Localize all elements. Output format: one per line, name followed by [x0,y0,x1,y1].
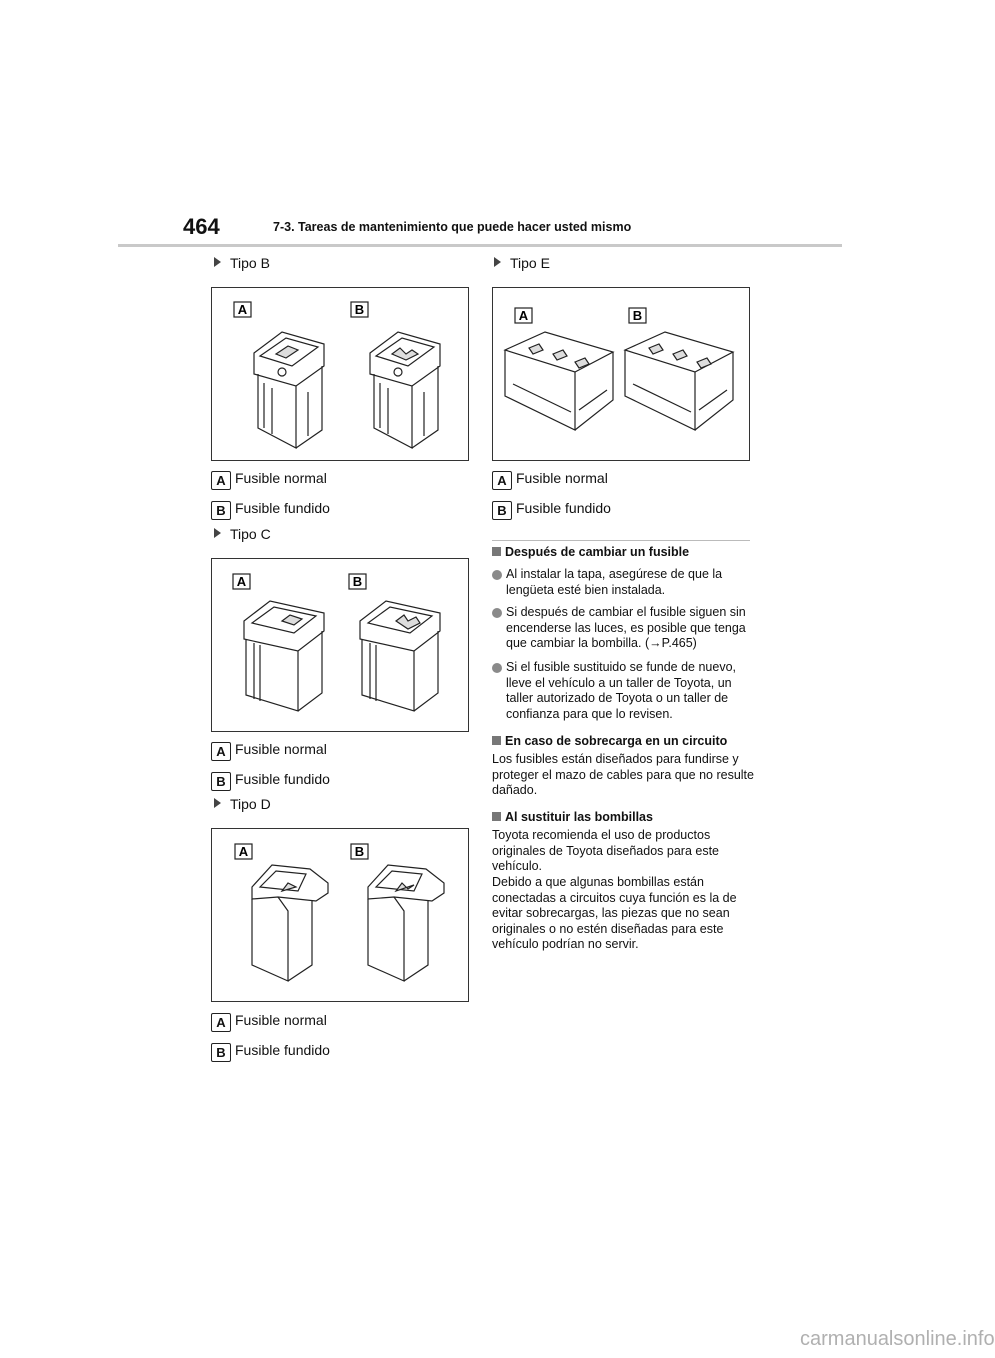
legend-b: B Fusible fundido [211,499,330,520]
tipo-e-heading: Tipo E [494,255,550,271]
figure-tipo-b [211,287,469,461]
tipo-d-heading: Tipo D [214,796,271,812]
fuse-illustration-tipo-c [212,559,468,731]
tipo-b-heading: Tipo B [214,255,270,271]
circle-bullet-icon [492,570,502,580]
chapter-title: 7-3. Tareas de mantenimiento que puede hacer usted mismo [273,220,632,234]
figure-tipo-d [211,828,469,1002]
legend-b: B Fusible fundido [492,499,611,520]
section-heading-overload: En caso de sobrecarga en un circuito [492,734,754,748]
figure-tipo-c [211,558,469,732]
legend-a: A Fusible normal [492,469,608,490]
label-a: A [518,308,529,323]
square-icon [492,812,501,821]
legend-b: B Fusible fundido [211,770,330,791]
triangle-right-icon [494,257,501,267]
section-divider [492,540,750,541]
legend-a: A Fusible normal [211,469,327,490]
figure-tipo-e [492,287,750,461]
section-heading-after-fuse: Después de cambiar un fusible [492,545,754,559]
fuse-illustration-tipo-e [493,288,749,460]
legend-a: A Fusible normal [211,1011,327,1032]
tipo-c-heading: Tipo C [214,526,271,542]
circle-bullet-icon [492,608,502,618]
watermark: carmanualsonline.info [800,1328,995,1350]
legend-b: B Fusible fundido [211,1041,330,1062]
page-number: 464 [183,214,220,239]
triangle-right-icon [214,528,221,538]
fuse-illustration-tipo-b [212,288,468,460]
triangle-right-icon [214,257,221,267]
paragraph-bulbs-2: Debido a que algunas bombillas están conectadas a circuitos cuya función es la de evitar sobrecargas, las piezas que no sean originales o no estén diseñadas para este vehículo podrían no servir. [492,875,737,951]
label-b: B [632,308,643,323]
square-icon [492,547,501,556]
square-icon [492,736,501,745]
bullet-item: Si el fusible sustituido se funde de nuevo, lleve el vehículo a un taller de Toyota, un taller autorizado de Toyota o un taller de confianza para que lo revisen. [492,660,754,724]
header-divider [118,244,842,247]
label-b: B [354,302,365,317]
label-a: A [238,844,249,859]
label-a: A [237,302,248,317]
fuse-illustration-tipo-d [212,829,468,1001]
paragraph-bulbs-1: Toyota recomienda el uso de productos originales de Toyota diseñados para este vehículo. [492,828,720,873]
circle-bullet-icon [492,663,502,673]
label-b: B [352,574,363,589]
section-heading-bulbs: Al sustituir las bombillas [492,810,754,824]
triangle-right-icon [214,798,221,808]
bullet-item: Al instalar la tapa, asegúrese de que la lengüeta esté bien instalada. [492,567,754,599]
paragraph-overload: Los fusibles están diseñados para fundirse y proteger el mazo de cables para que no resulte dañado. [492,752,754,797]
label-b: B [354,844,365,859]
legend-a: A Fusible normal [211,740,327,761]
bullet-item: Si después de cambiar el fusible siguen sin encenderse las luces, es posible que tenga que cambiar la bombilla. (→P.465) [492,605,754,653]
label-a: A [236,574,247,589]
